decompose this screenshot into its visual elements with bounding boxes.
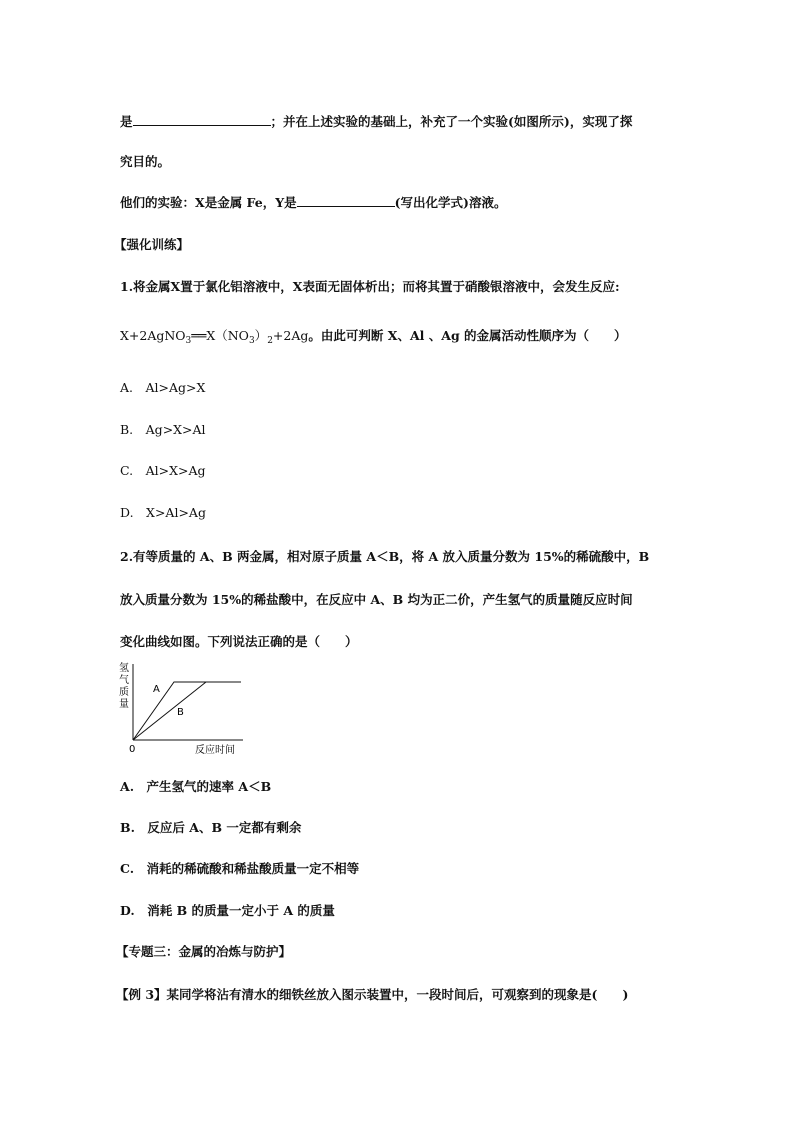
- training-heading: 【强化训练】: [114, 237, 190, 252]
- eq-subscript-3: 2: [267, 336, 273, 346]
- eq-product-1: X（NO: [206, 328, 249, 343]
- eq-equals-sign: ══: [191, 328, 207, 343]
- curve-b: [133, 682, 206, 740]
- eq-subscript-2: 3: [248, 336, 255, 346]
- answer-blank-1[interactable]: [133, 113, 271, 126]
- eq-tail-text: 。由此可判断 X、Al 、Ag 的金属活动性顺序为（ ）: [308, 328, 627, 343]
- q1-option-d[interactable]: D. X>Al>Ag: [120, 505, 206, 520]
- q1-option-a[interactable]: A. Al>Ag>X: [120, 380, 206, 395]
- y-label-char-3: 质: [119, 687, 129, 698]
- answer-blank-2[interactable]: [297, 194, 395, 207]
- topic-3-heading: 【专题三：金属的冶炼与防护】: [116, 944, 292, 959]
- q2-option-c[interactable]: C. 消耗的稀硫酸和稀盐酸质量一定不相等: [120, 861, 360, 876]
- eq-paren-close: ）: [254, 328, 268, 343]
- q2-stem-line-3: 变化曲线如图。下列说法正确的是（ ）: [120, 634, 358, 649]
- y-label-char-4: 量: [119, 699, 129, 710]
- curve-a-label: A: [153, 684, 160, 695]
- eq-reactants: X+2AgNO: [120, 328, 186, 343]
- curve-b-label: B: [177, 707, 184, 718]
- eq-subscript-1: 3: [185, 336, 192, 346]
- q2-stem-line-1: 2.有等质量的 A、B 两金属，相对原子质量 A＜B，将 A 放入质量分数为 15%的稀硫酸中，B: [120, 549, 650, 564]
- x-axis-label: 反应时间: [195, 745, 235, 756]
- q2-stem-line-2: 放入质量分数为 15%的稀盐酸中，在反应中 A、B 均为正二价，产生氢气的质量随反应时间: [120, 592, 633, 607]
- q2-option-b[interactable]: B. 反应后 A、B 一定都有剩余: [120, 820, 302, 835]
- hydrogen-mass-graph: [115, 660, 250, 760]
- intro-line-2: 究目的。: [120, 154, 171, 169]
- intro-line-3: [120, 193, 506, 211]
- origin-label: 0: [129, 744, 136, 755]
- q1-option-c[interactable]: C. Al>X>Ag: [120, 463, 206, 478]
- intro-line-3-end: (写出化学式)溶液。: [394, 195, 507, 210]
- example-3-text: 【例 3】某同学将沾有清水的细铁丝放入图示装置中，一段时间后，可观察到的现象是( ): [116, 987, 629, 1002]
- y-label-char-1: 氢: [119, 663, 129, 674]
- eq-product-2: +2Ag: [272, 328, 309, 343]
- q1-equation: [120, 326, 627, 346]
- q2-option-a[interactable]: A. 产生氢气的速率 A＜B: [120, 779, 272, 794]
- y-label-char-2: 气: [119, 675, 129, 686]
- q1-option-b[interactable]: B. Ag>X>Al: [120, 422, 206, 437]
- intro-line-3-start: 他们的实验：X是金属 Fe，Y是: [120, 195, 297, 210]
- intro-line-1: [120, 112, 632, 130]
- intro-line-1-start: 是: [120, 114, 133, 129]
- q2-option-d[interactable]: D. 消耗 B 的质量一定小于 A 的质量: [120, 903, 335, 918]
- q1-stem: 1.将金属X置于氯化铝溶液中，X表面无固体析出；而将其置于硝酸银溶液中，会发生反应:: [120, 279, 620, 294]
- intro-line-1-end: ；并在上述实验的基础上，补充了一个实验(如图所示)，实现了探: [270, 114, 633, 129]
- curve-a: [133, 682, 241, 740]
